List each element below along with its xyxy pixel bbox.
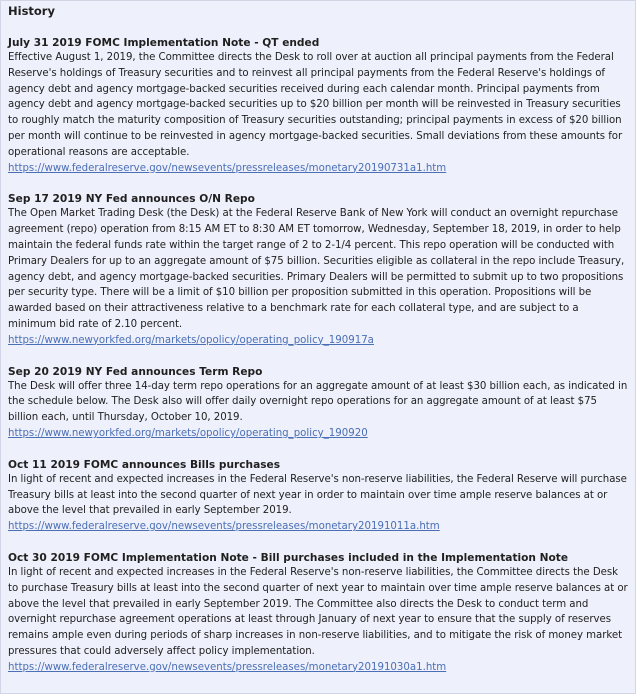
entry-link[interactable]: https://www.federalreserve.gov/newsevents/pressreleases/monetary20191011a.htm [8,521,440,533]
entry-title: Sep 17 2019 NY Fed announces O/N Repo [8,193,255,206]
panel-title: History [8,4,55,18]
entry-title: Sep 20 2019 NY Fed announces Term Repo [8,365,263,378]
entry-link[interactable]: https://www.newyorkfed.org/markets/opolicy/operating_policy_190917a [8,334,374,346]
entry-title: Oct 11 2019 FOMC announces Bills purchases [8,458,281,471]
entry-body: The Desk will offer three 14-day term repo operations for an aggregate amount of at least $30 billion each, as indicated in the schedule below. The Desk also will offer daily overnight repo operations for an aggregate amount of at least $75 billion each, until Thursday, October 10, 2019. [8,380,628,424]
entry-body: In light of recent and expected increases in the Federal Reserve's non-reserve liabilities, the Committee directs the Desk to purchase Treasury bills at least into the second quarter of next year to maintain over time ample reserve balances at or above the level that prevailed in early September 2019. The Committee also directs the Desk to conduct term and overnight repurchase agreement operations at least through January of next year to ensure that the supply of reserves remains ample even during periods of sharp increases in non-reserve liabilities, and to mitigate the risk of money market pressures that could adversely affect policy implementation. [8,566,628,657]
history-entry [8,365,629,442]
entry-title: July 31 2019 FOMC Implementation Note - QT ended [8,37,320,49]
entry-body: In light of recent and expected increases in the Federal Reserve's non-reserve liabilities, the Federal Reserve will purchase Treasury bills at least into the second quarter of next year in order to maintain over time ample reserve balances at or above the level that prevailed in early September 2019. [8,473,627,517]
entry-link[interactable]: https://www.federalreserve.gov/newsevents/pressreleases/monetary20191030a1.htm [8,661,447,673]
history-panel [1,1,635,676]
entry-title: Oct 30 2019 FOMC Implementation Note - Bill purchases included in the Implementation Note [8,551,569,564]
history-entry [8,458,629,535]
history-entry [8,192,629,348]
entry-link[interactable]: https://www.newyorkfed.org/markets/opolicy/operating_policy_190920 [8,427,368,439]
entry-link[interactable]: https://www.federalreserve.gov/newsevents/pressreleases/monetary20190731a1.htm [8,162,447,174]
entry-body: The Open Market Trading Desk (the Desk) at the Federal Reserve Bank of New York will conduct an overnight repurchase agreement (repo) operation from 8:15 AM ET to 8:30 AM ET tomorrow, Wednesday, September 18, 2019, in order to help maintain the federal funds rate within the target range of 2 to 2-1/4 percent. This repo operation will be conducted with Primary Dealers for up to an aggregate amount of $75 billion. Securities eligible as collateral in the repo include Treasury, agency debt, and agency mortgage-backed securities. Primary Dealers will be permitted to submit up to two propositions per security type. There will be a limit of $10 billion per proposition submitted in this operation. Propositions will be awarded based on their attractiveness relative to a benchmark rate for each collateral type, and are subject to a minimum bid rate of 2.10 percent. [8,208,625,330]
history-entry [8,551,629,676]
entry-body: Effective August 1, 2019, the Committee directs the Desk to roll over at auction all principal payments from the Federal Reserve's holdings of Treasury securities and to reinvest all principal payments from the Federal Reserve's holdings of agency debt and agency mortgage-backed securities received during each calendar month. Principal payments from agency debt and agency mortgage-backed securities up to $20 billion per month will be reinvested in Treasury securities to roughly match the maturity composition of Treasury securities outstanding; principal payments in excess of $20 billion per month will continue to be reinvested in agency mortgage-backed securities. Small deviations from these amounts for operational reasons are acceptable. [8,52,623,158]
history-entry [8,36,629,176]
